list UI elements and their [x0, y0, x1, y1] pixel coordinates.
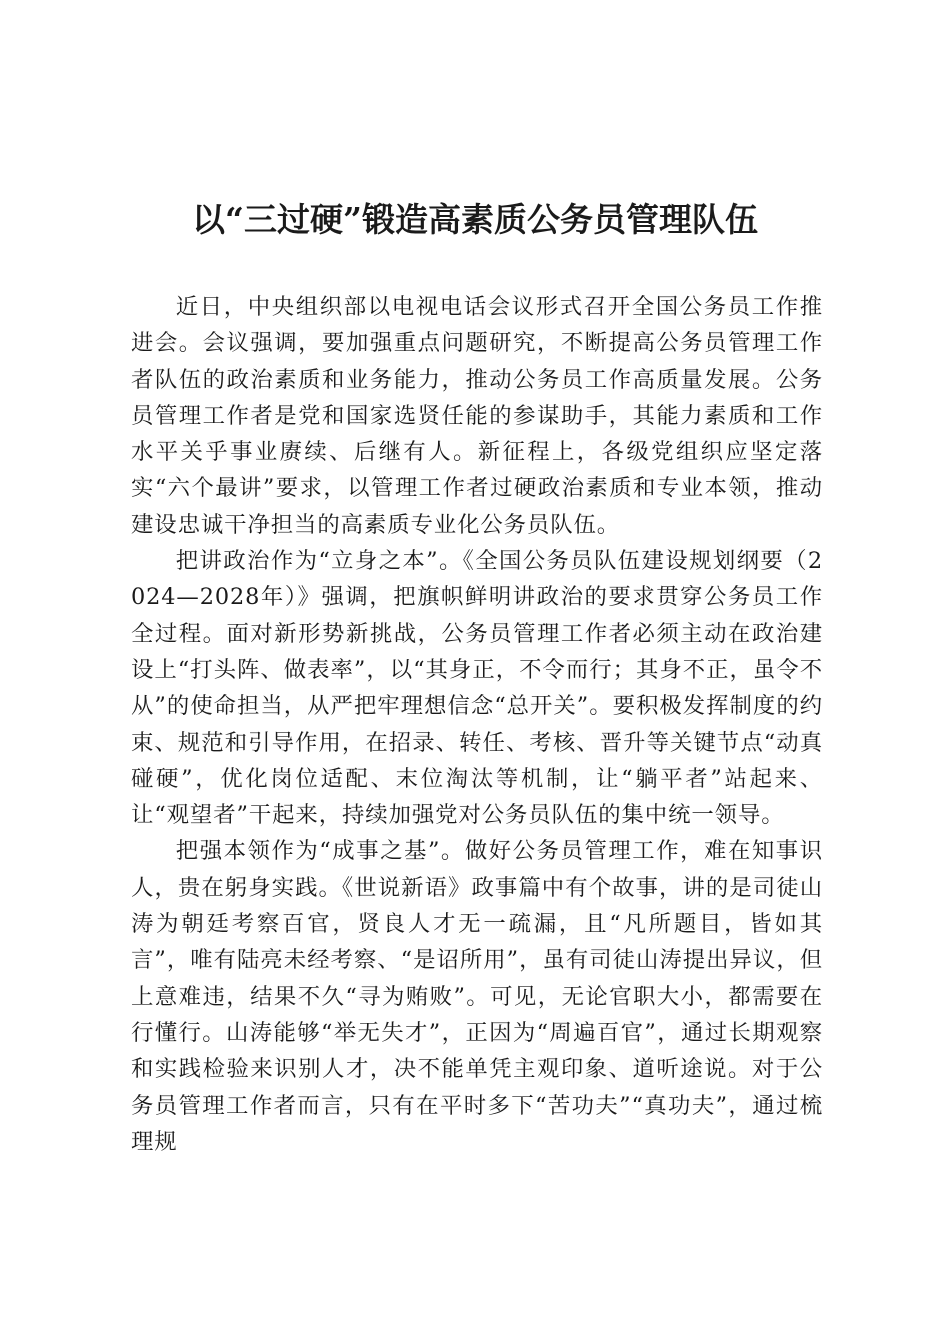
- paragraph-politics: 把讲政治作为“立身之本”。《全国公务员队伍建设规划纲要（2024—2028年）》强调，把旗帜鲜明讲政治的要求贯穿公务员工作全过程。面对新形势新挑战，公务员管理工作者必须主动在政治建设上“打头阵、做表率”，以“其身正，不令而行；其身不正，虽令不从”的使命担当，从严把牢理想信念“总开关”。要积极发挥制度的约束、规范和引导作用，在招录、转任、考核、晋升等关键节点“动真碰硬”，优化岗位适配、末位淘汰等机制，让“躺平者”站起来、让“观望者”干起来，持续加强党对公务员队伍的集中统一领导。: [131, 548, 823, 829]
- paragraph-skills: 把强本领作为“成事之基”。做好公务员管理工作，难在知事识人，贵在躬身实践。《世说新语》政事篇中有个故事，讲的是司徒山涛为朝廷考察百官，贤良人才无一疏漏，且“凡所题目，皆如其言”，唯有陆亮未经考察、“是诏所用”，虽有司徒山涛提出异议，但上意难违，结果不久“寻为贿败”。可见，无论官职大小，都需要在行懂行。山涛能够“举无失才”，正因为“周遍百官”，通过长期观察和实践检验来识别人才，决不能单凭主观印象、道听途说。对于公务员管理工作者而言，只有在平时多下“苦功夫”“真功夫”，通过梳理规: [131, 838, 823, 1155]
- document-title: 以“三过硬”锻造高素质公务员管理队伍: [192, 200, 758, 239]
- paragraph-intro: 近日，中央组织部以电视电话会议形式召开全国公务员工作推进会。会议强调，要加强重点问题研究，不断提高公务员管理工作者队伍的政治素质和业务能力，推动公务员工作高质量发展。公务员管理工作者是党和国家选贤任能的参谋助手，其能力素质和工作水平关乎事业赓续、后继有人。新征程上，各级党组织应坚定落实“六个最讲”要求，以管理工作者过硬政治素质和专业本领，推动建设忠诚干净担当的高素质专业化公务员队伍。: [131, 294, 823, 538]
- document-body: [131, 289, 823, 1160]
